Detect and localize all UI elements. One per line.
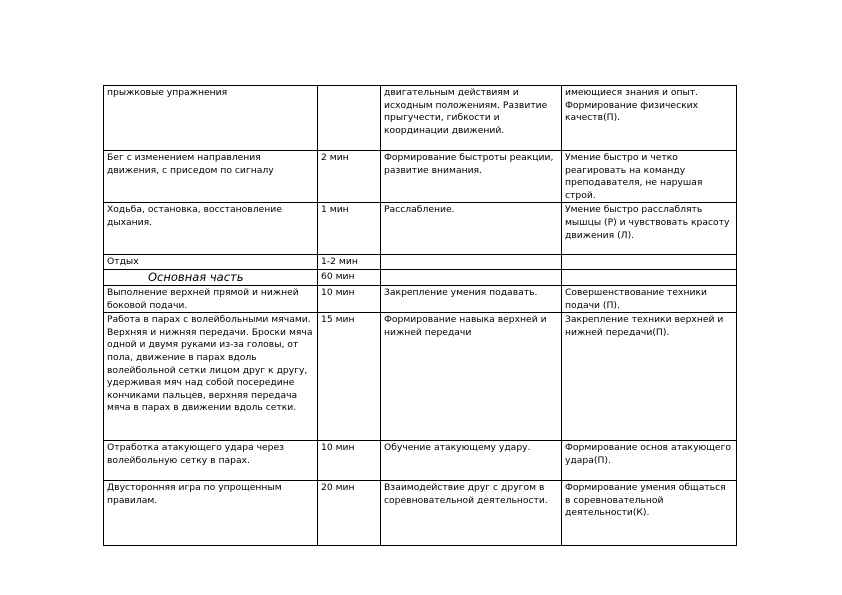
teacher-task-cell bbox=[381, 269, 562, 285]
table-row bbox=[104, 313, 737, 441]
time-cell: 20 мин bbox=[318, 481, 381, 546]
teacher-task-cell: Формирование быстроты реакции, развитие внимания. bbox=[381, 151, 562, 203]
result-cell: имеющиеся знания и опыт. Формирование физических качеств(П). bbox=[562, 86, 737, 151]
teacher-task-cell: Расслабление. bbox=[381, 203, 562, 255]
time-cell: 10 мин bbox=[318, 441, 381, 481]
teacher-task-cell: Формирование навыка верхней и нижней передачи bbox=[381, 313, 562, 441]
result-cell: Умение быстро и четко реагировать на команду преподавателя, не нарушая строй. bbox=[562, 151, 737, 203]
activity-cell: прыжковые упражнения bbox=[104, 86, 318, 151]
time-cell: 10 мин bbox=[318, 285, 381, 312]
activity-cell: Бег с изменением направления движения, с приседом по сигналу bbox=[104, 151, 318, 203]
time-cell: 60 мин bbox=[318, 269, 381, 285]
teacher-task-cell: Закрепление умения подавать. bbox=[381, 285, 562, 312]
time-cell bbox=[318, 86, 381, 151]
activity-cell: Ходьба, остановка, восстановление дыхания. bbox=[104, 203, 318, 255]
teacher-task-cell: двигательным действиям и исходным положениям. Развитие прыгучести, гибкости и координации движений. bbox=[381, 86, 562, 151]
table-row bbox=[104, 441, 737, 481]
activity-cell: Отдых bbox=[104, 255, 318, 270]
section-row bbox=[104, 269, 737, 285]
activity-cell: Работа в парах с волейбольными мячами. Верхняя и нижняя передачи. Броски мяча одной и двумя руками из-за головы, от пола, движение в парах вдоль волейбольной сетки лицом друг к другу, удерживая мяч над собой посередине кончиками пальцев, верхняя передача мяча в парах в движении вдоль сетки. bbox=[104, 313, 318, 441]
result-cell bbox=[562, 269, 737, 285]
table-row bbox=[104, 151, 737, 203]
table-row bbox=[104, 255, 737, 270]
activity-cell: Выполнение верхней прямой и нижней боковой подачи. bbox=[104, 285, 318, 312]
time-cell: 2 мин bbox=[318, 151, 381, 203]
table-row bbox=[104, 86, 737, 151]
teacher-task-cell: Обучение атакующему удару. bbox=[381, 441, 562, 481]
result-cell: Умение быстро расслаблять мышцы (Р) и чувствовать красоту движения (Л). bbox=[562, 203, 737, 255]
teacher-task-cell bbox=[381, 255, 562, 270]
time-cell: 1 мин bbox=[318, 203, 381, 255]
table-row bbox=[104, 481, 737, 546]
activity-cell: Двусторонняя игра по упрощенным правилам. bbox=[104, 481, 318, 546]
result-cell: Формирование умения общаться в соревновательной деятельности(К). bbox=[562, 481, 737, 546]
time-cell: 15 мин bbox=[318, 313, 381, 441]
lesson-plan-table bbox=[103, 85, 737, 546]
section-heading: Основная часть bbox=[104, 269, 318, 285]
result-cell: Закрепление техники верхней и нижней передачи(П). bbox=[562, 313, 737, 441]
table-row bbox=[104, 285, 737, 312]
result-cell bbox=[562, 255, 737, 270]
table-row bbox=[104, 203, 737, 255]
teacher-task-cell: Взаимодействие друг с другом в соревновательной деятельности. bbox=[381, 481, 562, 546]
result-cell: Совершенствование техники подачи (П). bbox=[562, 285, 737, 312]
activity-cell: Отработка атакующего удара через волейбольную сетку в парах. bbox=[104, 441, 318, 481]
result-cell: Формирование основ атакующего удара(П). bbox=[562, 441, 737, 481]
time-cell: 1-2 мин bbox=[318, 255, 381, 270]
